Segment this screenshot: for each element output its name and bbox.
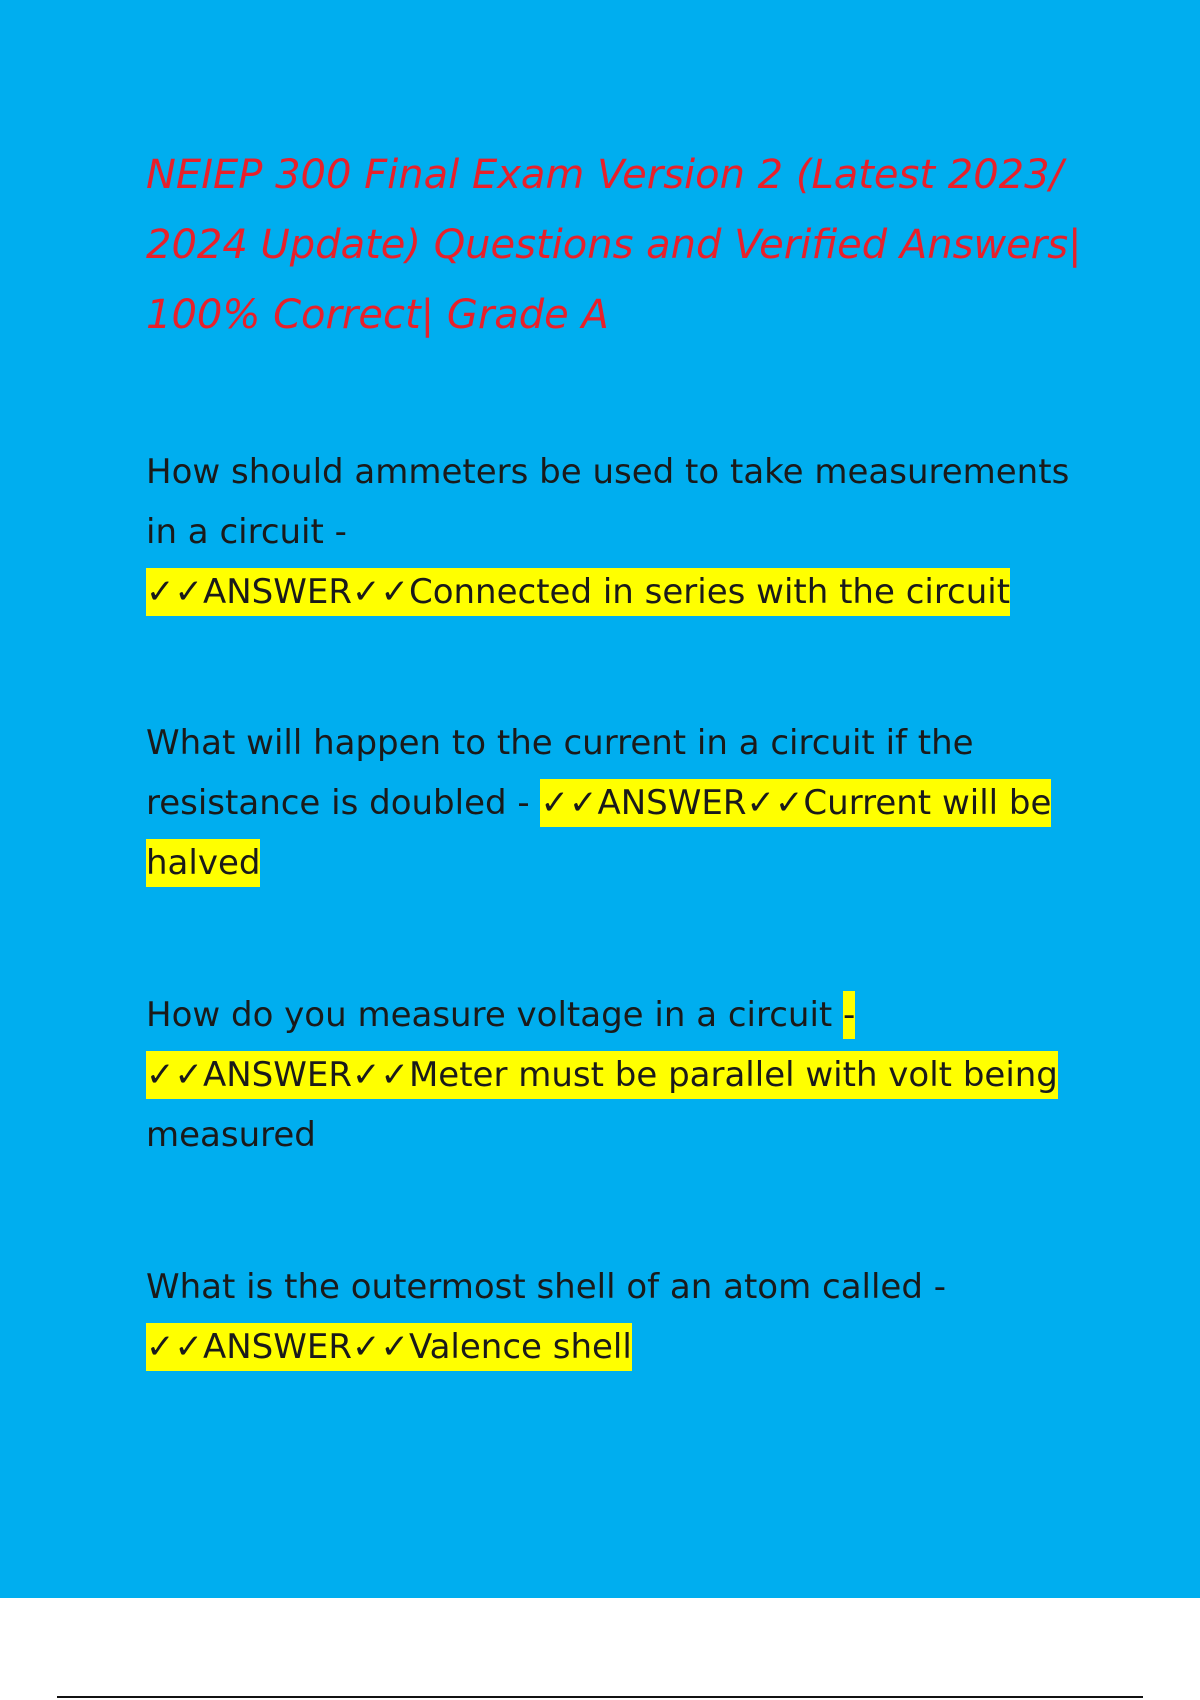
question-1: How should ammeters be used to take measurements in a circuit - (146, 452, 1070, 552)
question-4: What is the outermost shell of an atom called - (146, 1267, 947, 1307)
qa-item-2 (146, 713, 1086, 893)
answer-3-marker: ✓✓ANSWER✓✓ (146, 1051, 409, 1099)
qa-item-3 (146, 985, 1086, 1165)
answer-4: ✓✓ANSWER✓✓Valence shell (146, 1323, 632, 1371)
qa-item-4 (146, 1257, 1086, 1377)
qa-item-1 (146, 442, 1086, 622)
question-3-dash: - (843, 991, 855, 1039)
document-title: NEIEP 300 Final Exam Version 2 (Latest 2023/ 2024 Update) Questions and Verified Answers| 100% Correct| Grade A (146, 152, 1082, 338)
answer-3-rest: measured (146, 1115, 316, 1155)
answer-2: ✓✓ANSWER✓✓Current will be halved (146, 779, 1051, 887)
answer-1: ✓✓ANSWER✓✓Connected in series with the circuit (146, 568, 1010, 616)
bottom-divider (57, 1696, 1143, 1698)
question-3: How do you measure voltage in a circuit (146, 995, 833, 1035)
answer-3-highlighted: Meter must be parallel with volt being (409, 1051, 1058, 1099)
question-2: What will happen to the current in a circuit if the resistance is doubled - (146, 723, 974, 823)
